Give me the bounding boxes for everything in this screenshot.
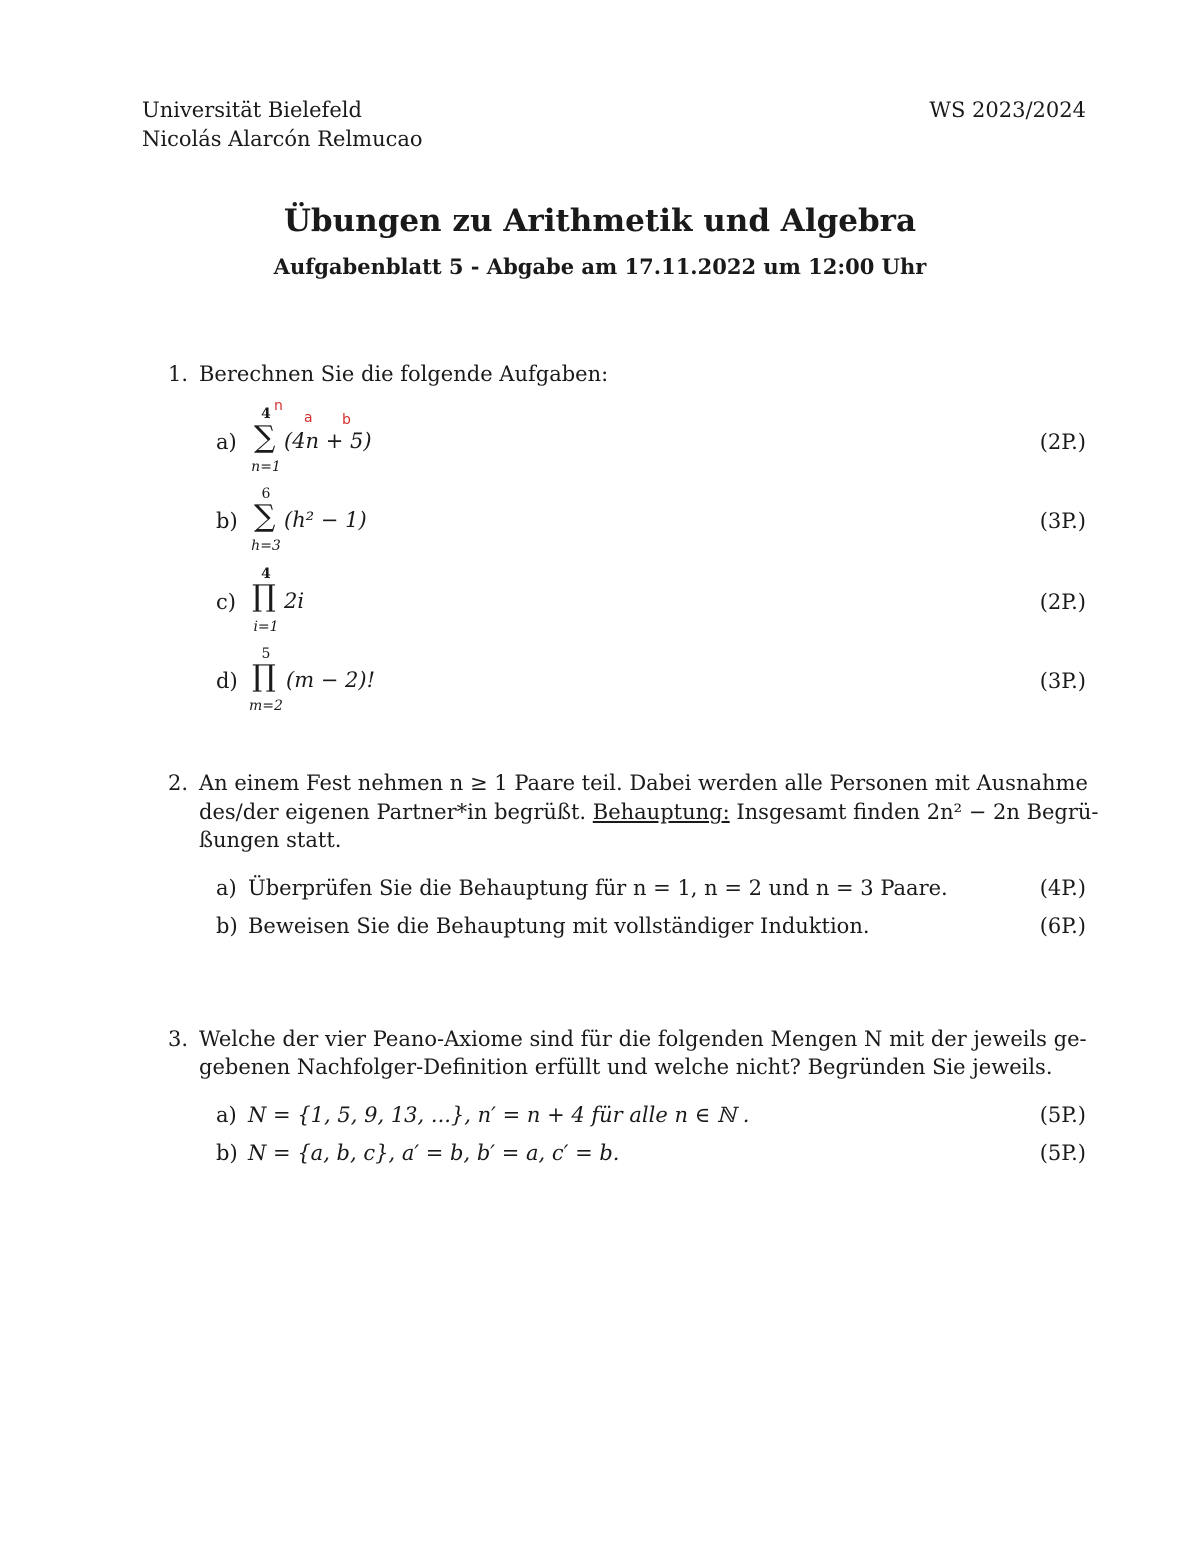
expression: (h² − 1) [284, 508, 367, 532]
item-label: b) [216, 509, 238, 533]
sum-symbol: ∑ [254, 499, 276, 534]
lower-limit: n=1 [251, 459, 281, 475]
page-title: Übungen zu Arithmetik und Algebra [283, 203, 917, 239]
author-name: Nicolás Alarcón Relmucao [142, 127, 423, 151]
task3-item-a-text: N = {1, 5, 9, 13, ...}, n′ = n + 4 für alle n ∈ ℕ . [248, 1103, 750, 1127]
lower-limit: h=3 [251, 538, 281, 554]
task2-line2-pre: des/der eigenen Partner*in begrüßt. [199, 800, 587, 824]
handwritten-annotation: a [304, 410, 313, 426]
task1-text: Berechnen Sie die folgende Aufgaben: [199, 362, 609, 386]
task1-number: 1. [168, 362, 189, 386]
university-name: Universität Bielefeld [142, 98, 362, 122]
task2-item-b-label: b) [216, 914, 238, 938]
page-subtitle: Aufgabenblatt 5 - Abgabe am 17.11.2022 um 12:00 Uhr [273, 254, 927, 279]
task2-item-a-text: Überprüfen Sie die Behauptung für n = 1, n = 2 und n = 3 Paare. [248, 876, 948, 900]
upper-limit: 5 [261, 646, 271, 662]
points: (3P.) [1039, 669, 1086, 693]
task3-number: 3. [168, 1027, 189, 1051]
task2-item-b-text: Beweisen Sie die Behauptung mit vollständiger Induktion. [248, 914, 870, 938]
points: (3P.) [1039, 509, 1086, 533]
claim-label: Behauptung: [592, 800, 730, 824]
task2-line3: ßungen statt. [199, 828, 342, 852]
task2-item-a-points: (4P.) [1039, 876, 1086, 900]
task3-item-b-label: b) [216, 1141, 238, 1165]
lower-limit: i=1 [253, 619, 279, 635]
lower-limit: m=2 [249, 698, 283, 714]
sum-symbol: ∑ [254, 420, 276, 455]
item-label: d) [216, 669, 238, 693]
points: (2P.) [1039, 590, 1086, 614]
product-symbol: ∏ [252, 579, 276, 614]
task3-line2: gebenen Nachfolger-Definition erfüllt und welche nicht? Begründen Sie jeweils. [199, 1055, 1053, 1079]
handwritten-annotation: n [274, 398, 283, 414]
task3-item-a-label: a) [216, 1103, 237, 1127]
task3-item-b-text: N = {a, b, c}, a′ = b, b′ = a, c′ = b. [248, 1141, 620, 1165]
task2-item-a-label: a) [216, 876, 237, 900]
handwritten-annotation: b [342, 412, 351, 428]
task2-line1: An einem Fest nehmen n ≥ 1 Paare teil. Dabei werden alle Personen mit Ausnahme [199, 771, 1088, 795]
upper-limit: 6 [261, 486, 271, 502]
task2-line2-post: Insgesamt finden 2n² − 2n Begrü- [736, 800, 1099, 824]
task3-item-b-points: (5P.) [1039, 1141, 1086, 1165]
task2-number: 2. [168, 771, 189, 795]
task3-line1: Welche der vier Peano-Axiome sind für die folgenden Mengen N mit der jeweils ge- [199, 1027, 1087, 1051]
item-label: c) [216, 590, 236, 614]
item-label: a) [216, 430, 237, 454]
task3-item-a-points: (5P.) [1039, 1103, 1086, 1127]
product-symbol: ∏ [252, 659, 276, 694]
task2-item-b-points: (6P.) [1039, 914, 1086, 938]
expression: 2i [284, 589, 305, 613]
expression: (4n + 5) [284, 429, 372, 453]
semester: WS 2023/2024 [929, 98, 1086, 122]
points: (2P.) [1039, 430, 1086, 454]
task2-line2 [199, 800, 1099, 824]
upper-limit: 4 [261, 406, 271, 422]
upper-limit: 4 [261, 566, 271, 582]
expression: (m − 2)! [286, 668, 376, 692]
